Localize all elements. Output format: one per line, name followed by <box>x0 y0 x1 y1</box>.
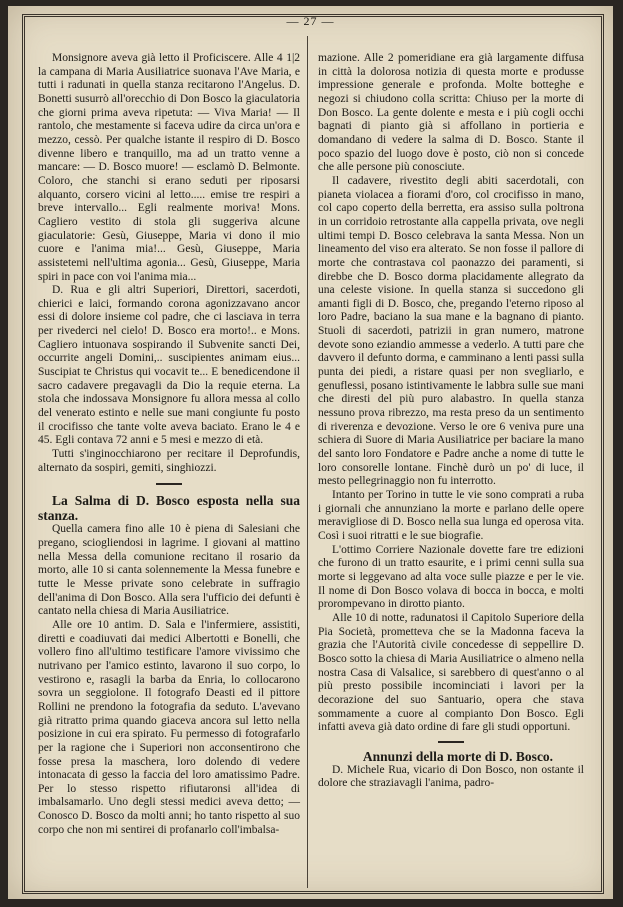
section-heading: La Salma di D. Bosco esposta nella sua stanza. <box>38 493 300 524</box>
column-divider <box>307 36 308 888</box>
paragraph: Alle 10 di notte, radunatosi il Capitolo Superiore della Pia Società, prometteva che se la Madonna faceva la grazia che l'Autorità civile concedesse di seppellire D. Bosco sotto la chiesa di Maria Ausiliatrice o almeno nella nostra Casa di Valsalice, si sarebbero di quest'anno o al più presto possibile incominciati i lavori per la decorazione del suo Santuario, opera che stava sommamente a cuore al compianto Don Bosco. Egli infatti aveva già dato ordine di fare gli studi opportuni. <box>318 611 584 734</box>
paragraph: Il cadavere, rivestito degli abiti sacerdotali, con pianeta violacea a fiorami d'oro, col crocifisso in mano, col capo coperto della berretta, era assiso sulla poltrona in un corridoio retrostante alla cappella privata, ove negli ultimi tempi D. Bosco celebrava la santa Messa. Non un lineamento del viso era alterato. Se non fosse il pallore di morte che contrastava col paonazzo dei paramenti, si direbbe che D. Bosco dorma placidamente allegrato da una celeste visione. In quella stanza si succedono gli amanti figli di D. Bosco, che, pregando l'eterno riposo al loro Padre, baciano la sua mane e la bagnano di pianto. Stuoli di sacerdoti, patrizii in gran numero, matrone devote sono eziandio ammesse a vederlo. A tutti pare che davvero il defunto dorma, e camminano a lenti passi sulla punta dei piedi, a ristare quasi per non svegliarlo, e genuflessi, posano istintivamente le labbra sulle sue mani che diresti del più puro alabastro. In quella stanza nessuno prova ribrezzo, ma resta preso da un sentimento di riverenza e devozione. Verso le ore 6 veniva pure una schiera di Suore di Maria Ausiliatrice per baciare la mano del santo loro Fondatore e Padre anche a nome di tutte le loro consorelle lontane. Finchè durò un po' di luce, il mesto pellegrinaggio non fu interrotto. <box>318 174 584 488</box>
paragraph: Intanto per Torino in tutte le vie sono comprati a ruba i giornali che annunziano la morte e parlano delle opere meravigliose di D. Bosco nella sua lunga ed operosa vita. Così i suoi ritratti e le sue biografie. <box>318 489 584 542</box>
book-page <box>8 6 613 899</box>
paragraph: D. Michele Rua, vicario di Don Bosco, non ostante il dolore che straziavagli l'anima, padro- <box>318 763 584 790</box>
paragraph: Tutti s'inginocchiarono per recitare il Deprofundis, alternato da sospiri, gemiti, singhiozzi. <box>38 448 300 474</box>
left-column <box>38 52 300 837</box>
paragraph: Quella camera fino alle 10 è piena di Salesiani che pregano, sciogliendosi in lagrime. I giovani al mattino nella Messa della comunione recitano il rosario da morto, alle 10 si canta solennemente la Messa funebre e tutte le Messe private sono celebrate in suffragio dell'anima di Don Bosco. Alla sera l'ufficio dei defunti è cantato nella chiesa di Maria Ausiliatrice. <box>38 523 300 618</box>
right-column <box>318 52 584 791</box>
page-number: — 27 — <box>286 14 335 28</box>
paragraph: mazione. Alle 2 pomeridiane era già largamente diffusa in città la dolorosa notizia di questa morte e produsse impressione generale e profonda. Molte botteghe e negozi si chiudono colla scritta: Chiuso per la morte di Don Bosco. La gente dolente e mesta e i più cogli occhi bagnati di pianto già si affollano in portieria e domandano di vedere la salma di D. Bosco. Stante il poco spazio del luogo dove è posto, ciò non si concede che alle persone più conosciute. <box>318 52 584 174</box>
paragraph: L'ottimo Corriere Nazionale dovette fare tre edizioni che furono di un tratto esaurite, e i primi cenni sulla sua morte si leggevano ad alta voce sulle piazze e per le vie. Il nome di Don Bosco volava di bocca in bocca, e molti prorompevano in dirotto pianto. <box>318 543 584 611</box>
paragraph: D. Rua e gli altri Superiori, Direttori, sacerdoti, chierici e laici, formando corona agonizzavano ancor essi di dolore insieme col padre, che ci lasciava in terra per rivederci nel cielo! D. Bosco era morto!.. e Mons. Cagliero intuonava sospirando il Subvenite sancti Dei, occurrite angeli Domini,.. suscipientes animam eius... Suscipiat te Christus qui vocavit te... E benedicendone il sacro cadavere pregavagli da Dio la requie eterna. La stola che indossava Monsignore fu allora messa al collo del venerato estinto e nelle sue mani congiunte fu posto il crocifisso che tante volte aveva baciato. Erano le 4 e 45. Egli contava 72 anni e 5 mesi e mezzo di età. <box>38 284 300 447</box>
paragraph: Alle ore 10 antim. D. Sala e l'infermiere, assistiti, diretti e coadiuvati dai medici Albertotti e Bonelli, che vollero fino all'ultimo testificare l'amore vivissimo che nutrivano per l'amico estinto, lavarono il suo corpo, lo vestirono e, rasagli la barba da Enria, lo collocarono sovra un seggiolone. Il fotografo Deasti ed il pittore Rollini ne prendono la fotografia da seduto. L'avevano già ritratto prima quando giaceva ancora sul letto nella posizione in cui era spirato. Fu permesso di fotografarlo per la ragione che i Superiori non acconsentirono che fosse presa la maschera, loro dolendo di vedere intonacata di gesso la faccia del loro amatissimo Padre. Per lo stesso rispetto rifiutaronsi all'idea di imbalsamarlo. Uno degli stessi medici aveva detto; — Conosco D. Bosco da molti anni; ho tanto rispetto al suo corpo che non mi sentirei di profanarlo coll'imbalsa- <box>38 618 300 836</box>
section-rule <box>438 741 464 743</box>
paragraph: Monsignore aveva già letto il Proficiscere. Alle 4 1|2 la campana di Maria Ausiliatrice suonava l'Ave Maria, e tutti i radunati in quella stanza recitarono l'Angelus. D. Bonetti susurrò all'orecchio di Don Bosco la giaculatoria che giorni prima aveva ripetuta: — Viva Maria! — Il rantolo, che mestamente si faceva udire da circa un'ora e mezzo, cessò. Per qualche istante il respiro di D. Bosco divenne libero e tranquillo, ma ad un tratto venne a mancare: — D. Bosco muore! — esclamò D. Belmonte. Coloro, che stanchi si erano seduti per riposarsi alquanto, corsero vicini al letto..... emise tre respiri a breve intervallo... Egli realmente moriva! Mons. Cagliero vestito di stola gli suggeriva alcune giaculatorie: Gesù, Giuseppe, Maria vi dono il mio cuore e l'anima mia!... Gesù, Giuseppe, Maria assistetemi nell'ultima agonia... Gesù, Giuseppe, Maria spiri in pace con voi l'anima mia... <box>38 52 300 283</box>
section-heading: Annunzi della morte di D. Bosco. <box>362 748 554 764</box>
section-rule <box>156 483 182 485</box>
